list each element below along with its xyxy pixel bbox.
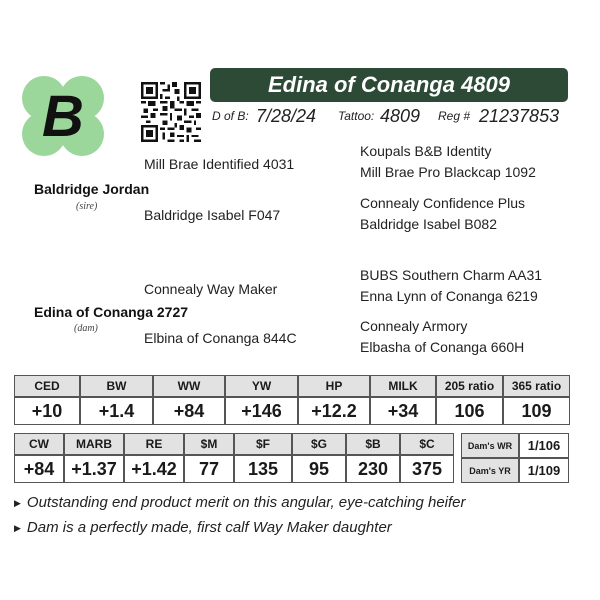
bullet-text: Outstanding end product merit on this angular, eye-catching heifer (26, 494, 466, 511)
sire-note: (sire) (76, 201, 98, 212)
epd-value-m-index: 77 (184, 455, 234, 483)
pedigree-dam-dam-sire: Connealy Armory (360, 318, 468, 334)
epd-header-bw: BW (80, 375, 153, 397)
epd-header-cw: CW (14, 433, 64, 455)
tattoo-label: Tattoo: (338, 109, 375, 123)
triangle-bullet-icon: ▶ (14, 523, 21, 533)
epd-header-f-index: $F (234, 433, 292, 455)
reg-value: 21237853 (479, 106, 560, 126)
pedigree-sire-sire-sire: Koupals B&B Identity (360, 143, 492, 159)
pedigree-dam-sire-dam: Enna Lynn of Conanga 6219 (360, 288, 538, 304)
qr-code[interactable] (141, 82, 201, 142)
dams-wr-label: Dam's WR (461, 433, 519, 458)
tattoo-value: 4809 (380, 106, 421, 126)
pedigree-dam-sire-sire: BUBS Southern Charm AA31 (360, 267, 543, 283)
bullet-item (14, 494, 466, 511)
epd-header-365-ratio: 365 ratio (503, 375, 570, 397)
qr-code-icon (141, 82, 201, 142)
epd-header-hp: HP (298, 375, 370, 397)
dams-wr-value: 1/106 (519, 433, 569, 458)
epd-header-c-index: $C (400, 433, 454, 455)
epd-value-milk: +34 (370, 397, 436, 425)
epd-value-365-ratio: 109 (503, 397, 570, 425)
reg-label: Reg # (438, 109, 471, 123)
epd-table-2 (14, 433, 454, 483)
epd-header-b-index: $B (346, 433, 400, 455)
pedigree-dam-sire: Connealy Way Maker (144, 281, 278, 297)
epd-value-yw: +146 (225, 397, 298, 425)
triangle-bullet-icon: ▶ (14, 498, 21, 508)
logo-letter: B (42, 84, 84, 149)
epd-header-marb: MARB (64, 433, 124, 455)
epd-value-g-index: 95 (292, 455, 346, 483)
epd-value-bw: +1.4 (80, 397, 153, 425)
dam-ratio-table (461, 433, 569, 483)
dob-label: D of B: (212, 109, 249, 123)
animal-name-banner (210, 68, 568, 102)
epd-table-1 (14, 375, 570, 425)
pedigree-dam: Edina of Conanga 2727 (34, 304, 189, 320)
epd-value-205-ratio: 106 (436, 397, 503, 425)
epd-header-g-index: $G (292, 433, 346, 455)
dams-yr-value: 1/109 (519, 458, 569, 483)
epd-value-marb: +1.37 (64, 455, 124, 483)
pedigree-sire: Baldridge Jordan (34, 181, 150, 197)
epd-value-re: +1.42 (124, 455, 184, 483)
pedigree-sire-dam-dam: Baldridge Isabel B082 (360, 216, 497, 232)
epd-value-hp: +12.2 (298, 397, 370, 425)
pedigree-dam-dam-dam: Elbasha of Conanga 660H (360, 339, 525, 355)
epd-value-ced: +10 (14, 397, 80, 425)
epd-value-f-index: 135 (234, 455, 292, 483)
epd-header-re: RE (124, 433, 184, 455)
pedigree-sire-sire-dam: Mill Brae Pro Blackcap 1092 (360, 164, 536, 180)
epd-value-ww: +84 (153, 397, 225, 425)
epd-value-c-index: 375 (400, 455, 454, 483)
dams-yr-label: Dam's YR (461, 458, 519, 483)
dam-note: (dam) (74, 323, 98, 334)
epd-value-b-index: 230 (346, 455, 400, 483)
animal-name: Edina of Conanga 4809 (267, 72, 511, 97)
pedigree-sire-sire: Mill Brae Identified 4031 (144, 156, 295, 172)
bullet-item (14, 519, 392, 536)
epd-header-ww: WW (153, 375, 225, 397)
bullet-text: Dam is a perfectly made, first calf Way Maker daughter (26, 519, 392, 536)
epd-header-ced: CED (14, 375, 80, 397)
epd-header-205-ratio: 205 ratio (436, 375, 503, 397)
epd-value-cw: +84 (14, 455, 64, 483)
epd-header-milk: MILK (370, 375, 436, 397)
pedigree-sire-dam-sire: Connealy Confidence Plus (360, 195, 525, 211)
program-logo (10, 68, 116, 166)
dob-value: 7/28/24 (256, 106, 317, 126)
pedigree-dam-dam: Elbina of Conanga 844C (144, 330, 297, 346)
epd-header-yw: YW (225, 375, 298, 397)
epd-header-m-index: $M (184, 433, 234, 455)
pedigree-sire-dam: Baldridge Isabel F047 (144, 207, 281, 223)
